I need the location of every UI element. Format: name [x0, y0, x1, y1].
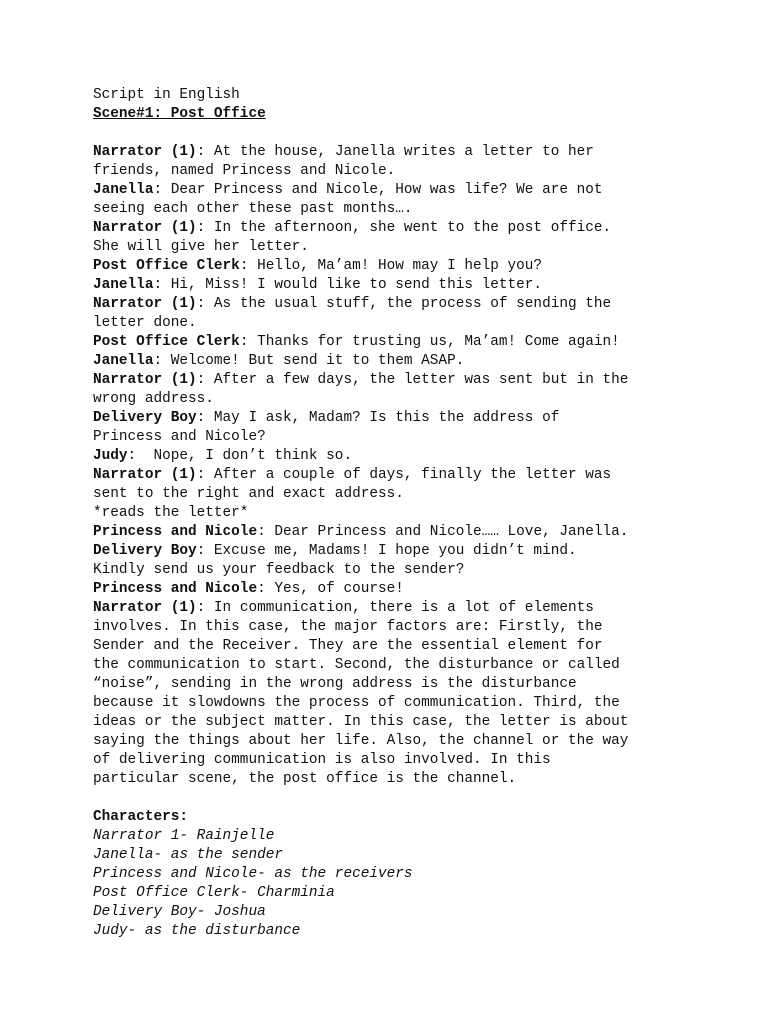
dialogue-text: sent to the right and exact address.	[93, 486, 404, 502]
dialogue-entry	[93, 276, 693, 295]
character-item: Janella- as the sender	[93, 847, 283, 863]
dialogue-text: : Yes, of course!	[257, 581, 404, 597]
dialogue-entry	[93, 409, 693, 447]
dialogue-text: : Thanks for trusting us, Ma’am! Come again!	[239, 334, 620, 350]
character-item: Delivery Boy- Joshua	[93, 904, 266, 920]
dialogue-text: : At the house, Janella writes a letter to her	[196, 144, 594, 160]
dialogue-line	[93, 751, 693, 770]
spacer	[93, 124, 693, 143]
dialogue-text: friends, named Princess and Nicole.	[93, 163, 396, 179]
dialogue-line	[93, 200, 693, 219]
character-item: Narrator 1- Rainjelle	[93, 828, 275, 844]
dialogue-line	[93, 219, 693, 238]
dialogue-line	[93, 675, 693, 694]
dialogue-line	[93, 390, 693, 409]
speaker-name: Janella	[93, 277, 154, 293]
dialogue-entry	[93, 143, 693, 181]
dialogue-entry	[93, 580, 693, 599]
dialogue-text: because it slowdowns the process of communication. Third, the	[93, 695, 620, 711]
dialogue-text: seeing each other these past months….	[93, 201, 413, 217]
dialogue-line	[93, 276, 693, 295]
dialogue-text: Sender and the Receiver. They are the essential element for	[93, 638, 603, 654]
dialogue-text: : After a couple of days, finally the letter was	[196, 467, 612, 483]
dialogue-text: : Hi, Miss! I would like to send this letter.	[153, 277, 543, 293]
dialogue-line	[93, 428, 693, 447]
dialogue-text: : Excuse me, Madams! I hope you didn’t mind.	[196, 543, 577, 559]
dialogue-entry	[93, 504, 693, 523]
dialogue-block	[93, 143, 693, 789]
dialogue-text: : May I ask, Madam? Is this the address of	[196, 410, 560, 426]
dialogue-line	[93, 694, 693, 713]
dialogue-line	[93, 238, 693, 257]
dialogue-text: *reads the letter*	[93, 505, 249, 521]
dialogue-line	[93, 352, 693, 371]
dialogue-entry	[93, 542, 693, 580]
dialogue-line	[93, 770, 693, 789]
dialogue-line	[93, 143, 693, 162]
dialogue-text: Kindly send us your feedback to the sender?	[93, 562, 465, 578]
dialogue-entry	[93, 219, 693, 257]
dialogue-entry	[93, 352, 693, 371]
dialogue-line	[93, 504, 693, 523]
dialogue-entry	[93, 447, 693, 466]
dialogue-line	[93, 181, 693, 200]
dialogue-line	[93, 732, 693, 751]
speaker-name: Narrator (1)	[93, 220, 197, 236]
speaker-name: Narrator (1)	[93, 144, 197, 160]
speaker-name: Narrator (1)	[93, 372, 197, 388]
dialogue-line	[93, 542, 693, 561]
dialogue-line	[93, 409, 693, 428]
character-item: Princess and Nicole- as the receivers	[93, 866, 413, 882]
speaker-name: Narrator (1)	[93, 600, 197, 616]
dialogue-line	[93, 333, 693, 352]
dialogue-entry	[93, 599, 693, 789]
speaker-name: Delivery Boy	[93, 410, 197, 426]
dialogue-line	[93, 162, 693, 181]
document-page	[93, 86, 693, 941]
dialogue-line	[93, 466, 693, 485]
speaker-name: Narrator (1)	[93, 467, 197, 483]
characters-list	[93, 827, 693, 941]
dialogue-line	[93, 371, 693, 390]
dialogue-text: saying the things about her life. Also, the channel or the way	[93, 733, 629, 749]
speaker-name: Janella	[93, 182, 154, 198]
speaker-name: Judy	[93, 448, 128, 464]
dialogue-text: : As the usual stuff, the process of sending the	[196, 296, 612, 312]
document-heading: Script in English	[93, 87, 240, 103]
dialogue-line	[93, 447, 693, 466]
dialogue-line	[93, 713, 693, 732]
dialogue-text: : Dear Princess and Nicole, How was life? We are not	[153, 182, 603, 198]
speaker-name: Post Office Clerk	[93, 334, 240, 350]
speaker-name: Princess and Nicole	[93, 524, 258, 540]
dialogue-text: : In communication, there is a lot of elements	[196, 600, 594, 616]
dialogue-text: She will give her letter.	[93, 239, 309, 255]
dialogue-text: letter done.	[93, 315, 197, 331]
dialogue-entry	[93, 523, 693, 542]
dialogue-line	[93, 295, 693, 314]
dialogue-entry	[93, 333, 693, 352]
dialogue-text: wrong address.	[93, 391, 214, 407]
dialogue-entry	[93, 295, 693, 333]
scene-title: Scene#1: Post Office	[93, 106, 266, 122]
dialogue-line	[93, 314, 693, 333]
spacer	[93, 789, 693, 808]
speaker-name: Delivery Boy	[93, 543, 197, 559]
dialogue-entry	[93, 181, 693, 219]
dialogue-entry	[93, 371, 693, 409]
dialogue-line	[93, 637, 693, 656]
dialogue-text: particular scene, the post office is the channel.	[93, 771, 517, 787]
dialogue-line	[93, 656, 693, 675]
character-item: Post Office Clerk- Charminia	[93, 885, 335, 901]
dialogue-line	[93, 561, 693, 580]
dialogue-line	[93, 618, 693, 637]
dialogue-text: involves. In this case, the major factors are: Firstly, the	[93, 619, 603, 635]
dialogue-line	[93, 257, 693, 276]
speaker-name: Princess and Nicole	[93, 581, 258, 597]
speaker-name: Janella	[93, 353, 154, 369]
dialogue-line	[93, 523, 693, 542]
dialogue-text: the communication to start. Second, the disturbance or called	[93, 657, 620, 673]
dialogue-text: : Nope, I don’t think so.	[127, 448, 353, 464]
speaker-name: Post Office Clerk	[93, 258, 240, 274]
dialogue-line	[93, 580, 693, 599]
dialogue-text: of delivering communication is also involved. In this	[93, 752, 551, 768]
dialogue-text: “noise”, sending in the wrong address is the disturbance	[93, 676, 577, 692]
dialogue-text: ideas or the subject matter. In this case, the letter is about	[93, 714, 629, 730]
character-item: Judy- as the disturbance	[93, 923, 301, 939]
dialogue-text: Princess and Nicole?	[93, 429, 266, 445]
dialogue-line	[93, 599, 693, 618]
dialogue-text: : After a few days, the letter was sent but in the	[196, 372, 629, 388]
dialogue-text: : Welcome! But send it to them ASAP.	[153, 353, 465, 369]
dialogue-entry	[93, 466, 693, 504]
dialogue-text: : In the afternoon, she went to the post office.	[196, 220, 612, 236]
dialogue-text: : Dear Princess and Nicole…… Love, Janella.	[257, 524, 629, 540]
dialogue-entry	[93, 257, 693, 276]
characters-heading: Characters:	[93, 809, 188, 825]
dialogue-line	[93, 485, 693, 504]
speaker-name: Narrator (1)	[93, 296, 197, 312]
dialogue-text: : Hello, Ma’am! How may I help you?	[239, 258, 543, 274]
